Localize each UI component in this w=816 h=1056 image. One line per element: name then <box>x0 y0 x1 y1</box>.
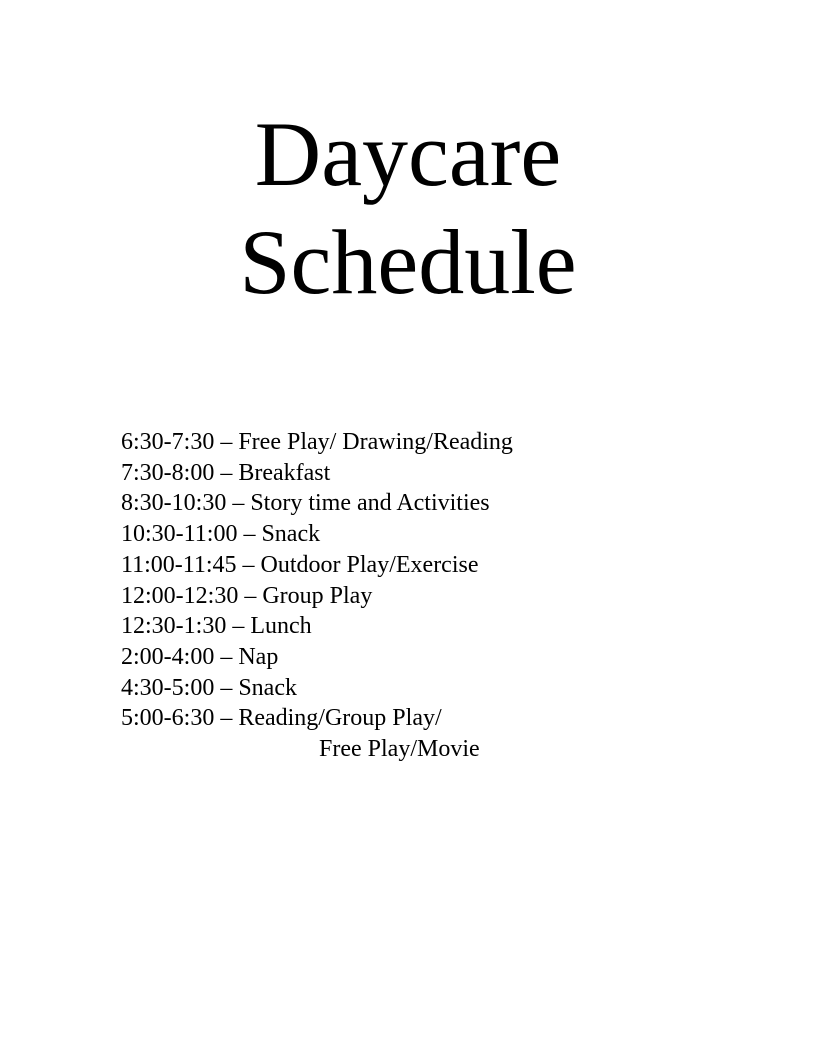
schedule-item: 10:30-11:00 – Snack <box>121 521 321 548</box>
schedule-item: 4:30-5:00 – Snack <box>121 674 297 701</box>
schedule-item: 11:00-11:45 – Outdoor Play/Exercise <box>121 551 479 578</box>
schedule-item: 7:30-8:00 – Breakfast <box>121 459 331 486</box>
page-title <box>0 100 816 316</box>
schedule-item: 12:30-1:30 – Lunch <box>121 613 312 640</box>
schedule-item: 8:30-10:30 – Story time and Activities <box>121 490 490 517</box>
title-line-2: Schedule <box>239 211 577 313</box>
schedule-item: 12:00-12:30 – Group Play <box>121 582 373 609</box>
schedule-item-continuation: Free Play/Movie <box>319 736 480 763</box>
schedule-list <box>121 427 513 765</box>
title-line-1: Daycare <box>254 103 562 205</box>
schedule-item: 6:30-7:30 – Free Play/ Drawing/Reading <box>121 429 513 455</box>
schedule-item: 2:00-4:00 – Nap <box>121 643 279 670</box>
schedule-item: 5:00-6:30 – Reading/Group Play/ <box>121 705 442 732</box>
